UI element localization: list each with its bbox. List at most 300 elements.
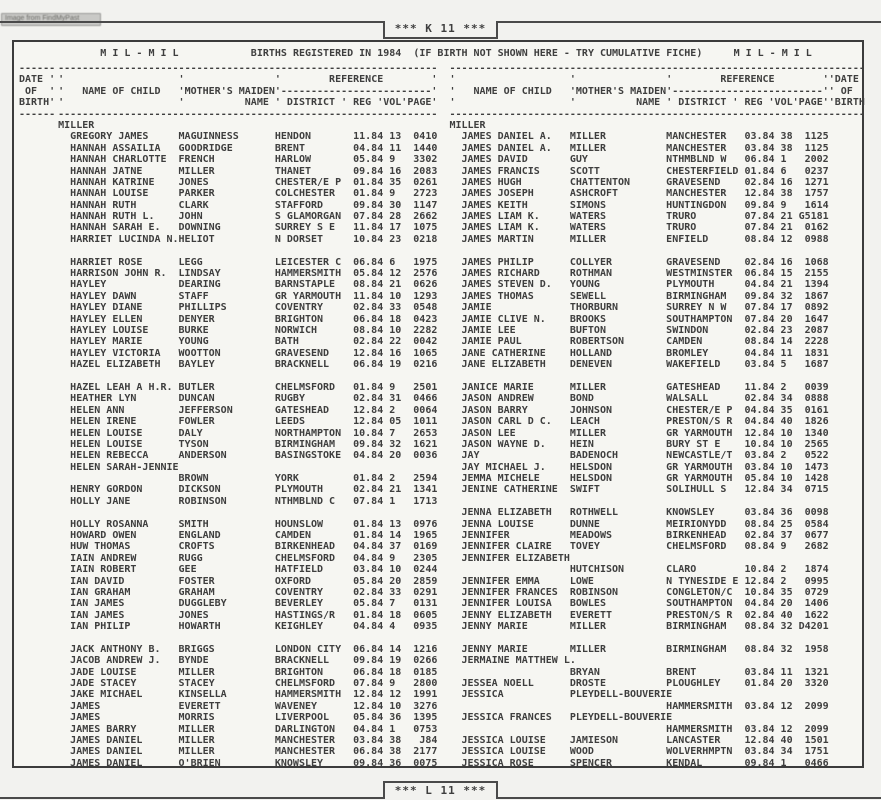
district-cell: LIVERPOOL (274, 712, 330, 724)
volume-cell: 40 (780, 416, 793, 428)
reg-date-cell: 12.84 (744, 484, 775, 496)
table-row (449, 484, 828, 495)
name-of-child-cell: JENNIFER EMMA (461, 575, 540, 587)
reg-date-cell: 10.84 (744, 564, 775, 576)
page-cell: 1614 (804, 199, 829, 211)
reg-date-cell: 06.84 (744, 268, 775, 280)
district-cell: CHELMSFORD (274, 678, 336, 690)
mothers-maiden-name-cell: WOOD (569, 746, 594, 758)
table-row (58, 678, 437, 689)
reg-date-cell: 08.84 (744, 518, 775, 530)
table-row (58, 689, 437, 700)
table-row (449, 405, 828, 416)
mothers-maiden-name-cell: CROFTS (178, 541, 215, 553)
name-of-child-cell: HAYLEY DAWN (70, 290, 137, 302)
reg-date-cell: 06.84 (353, 666, 384, 678)
table-row (449, 519, 828, 530)
block-gap (58, 245, 437, 256)
name-of-child-cell: IAN JAMES (70, 598, 125, 610)
date-of-birth-column-right (829, 63, 871, 120)
name-of-child-cell: JAMIE PAUL (461, 336, 522, 348)
mothers-maiden-name-cell: HOLLAND (569, 347, 612, 359)
dash-line: --------------------------------------------------------------- (58, 63, 438, 74)
reg-date-cell: 06.84 (353, 359, 384, 371)
district-cell: BIRKENHEAD (666, 530, 727, 542)
name-of-child-cell: JAMES LIAM K. (461, 211, 540, 223)
mothers-maiden-name-cell: MEADOWS (569, 530, 612, 542)
volume-cell: 14 (389, 530, 402, 542)
name-of-child-cell: JENNIFER ELIZABETH (461, 552, 570, 564)
mothers-maiden-name-cell: MILLER (178, 165, 215, 177)
name-of-child-cell: HOLLY ROSANNA (70, 518, 149, 530)
table-row (58, 336, 437, 347)
page-cell: 1687 (804, 359, 829, 371)
page-cell: 0729 (804, 586, 829, 598)
reg-date-cell: 01.84 (353, 530, 384, 542)
district-cell: BRENT (666, 666, 697, 678)
table-row (449, 746, 828, 757)
mothers-maiden-name-cell: TOVEY (569, 541, 600, 553)
district-cell: RUGBY (274, 393, 305, 405)
volume-cell: 2 (389, 404, 396, 416)
volume-cell: 12 (780, 700, 793, 712)
reg-date-cell: 09.84 (353, 655, 384, 667)
table-row (449, 257, 828, 268)
mothers-maiden-name-cell: SMITH (178, 518, 209, 530)
reg-date-cell: 10.84 (353, 233, 384, 245)
name-of-child-cell: JAMIE (461, 302, 492, 314)
reg-date-cell: 05.84 (744, 473, 775, 485)
reg-date-cell: 11.84 (353, 131, 384, 143)
mothers-maiden-name-cell: STAFF (178, 290, 209, 302)
page-cell: 0098 (804, 507, 829, 519)
mothers-maiden-name-cell: KINSELLA (178, 689, 227, 701)
page-cell: 2576 (413, 268, 438, 280)
page-cell: 1867 (804, 290, 829, 302)
mothers-maiden-name-cell (570, 701, 666, 712)
block-gap (449, 496, 828, 507)
name-of-child-cell: JASON CARL D C. (461, 416, 552, 428)
name-of-child-cell: IAIN ROBERT (70, 564, 137, 576)
table-row (58, 200, 437, 211)
name-of-child-cell: HANNAH JATNE (70, 165, 143, 177)
page-cell: 0291 (413, 586, 438, 598)
page-cell: 2501 (413, 381, 438, 393)
page-cell: 0064 (413, 404, 438, 416)
mothers-maiden-name-cell: BURKE (178, 324, 209, 336)
table-row (58, 291, 437, 302)
surname-label: MILLER (449, 119, 486, 131)
page-cell: 0075 (413, 757, 438, 769)
district-cell: HATFIELD (274, 564, 324, 576)
table-row (449, 188, 828, 199)
volume-cell: 11 (780, 666, 793, 678)
mothers-maiden-name-cell: MORRIS (178, 712, 215, 724)
page-cell: 0218 (413, 233, 438, 245)
mothers-maiden-name-cell: ROTHWELL (569, 507, 619, 519)
page-cell: 1271 (804, 176, 829, 188)
volume-cell: 10 (780, 438, 793, 450)
page-cell: 1622 (804, 609, 829, 621)
mothers-maiden-name-cell: CHATTENTON (569, 176, 631, 188)
district-cell: GATESHEAD (666, 381, 721, 393)
name-of-child-cell: HAYLEY ELLEN (70, 313, 143, 325)
name-of-child-cell: GREGORY JAMES (70, 131, 149, 143)
reg-date-cell: 08.84 (744, 336, 775, 348)
volume-cell: 23 (389, 233, 402, 245)
page-cell: 1440 (413, 142, 438, 154)
mothers-maiden-name-cell: MILLER (178, 666, 215, 678)
district-cell: PRESTON/S R (666, 416, 733, 428)
district-cell: BIRMINGHAM (666, 290, 727, 302)
district-cell: BRENT (274, 142, 305, 154)
reg-date-cell: 08.84 (744, 621, 775, 633)
reg-date-cell: 04.84 (744, 598, 775, 610)
reg-date-cell: 05.84 (353, 575, 384, 587)
header-row-names (449, 86, 828, 97)
district-cell: CLARO (666, 564, 697, 576)
reg-date-cell: 02.84 (744, 256, 775, 268)
page-cell: 0185 (413, 666, 438, 678)
page-cell: 0548 (413, 302, 438, 314)
range-label-left: M I L - M I L (100, 48, 179, 59)
volume-cell: 1 (780, 757, 787, 769)
frame-line (0, 797, 383, 799)
volume-cell: 10 (780, 473, 793, 485)
mothers-maiden-name-cell: HELSDON (569, 461, 612, 473)
page-cell: 1958 (804, 643, 829, 655)
mothers-maiden-name-cell: LINDSAY (178, 268, 221, 280)
page-header (16, 47, 860, 63)
reg-date-cell: 03.84 (744, 746, 775, 758)
reg-date-cell: 12.84 (744, 575, 775, 587)
page-cell: 2099 (804, 700, 829, 712)
page-cell: 1965 (413, 530, 438, 542)
mothers-maiden-name-cell: FOWLER (178, 416, 215, 428)
page-cell: 0584 (804, 518, 829, 530)
page-cell: 1395 (413, 712, 438, 724)
reg-date-cell: 06.84 (353, 313, 384, 325)
table-row (58, 587, 437, 598)
volume-cell: 40 (780, 735, 793, 747)
name-of-child-cell: HAZEL LEAH A H.R. (70, 381, 173, 393)
mothers-maiden-name-cell: BUTLER (178, 381, 215, 393)
reg-date-cell: 09.84 (744, 757, 775, 769)
volume-cell: 17 (780, 302, 793, 314)
page-cell: J84 (419, 735, 438, 747)
mothers-maiden-name-cell: LEGG (178, 256, 203, 268)
district-cell: PLOUGHLEY (666, 678, 721, 690)
mothers-maiden-name-cell: BAYLEY (178, 359, 215, 371)
table-row (58, 416, 437, 427)
name-of-child-cell: JAMES JOSEPH (461, 188, 534, 200)
table-row (58, 222, 437, 233)
table-row (449, 234, 828, 245)
mothers-maiden-name-cell: MILLER (569, 131, 606, 143)
volume-cell: 25 (780, 518, 793, 530)
page-cell: 2228 (804, 336, 829, 348)
district-cell: TRURO (666, 222, 697, 234)
name-of-child-cell: JESSICA (461, 689, 504, 701)
page-cell: 1751 (804, 746, 829, 758)
table-row (58, 667, 437, 678)
page-cell: 0888 (804, 393, 829, 405)
district-cell: DARLINGTON (274, 723, 336, 735)
table-row (449, 712, 828, 723)
name-of-child-cell: HANNAH CHARLOTTE (70, 154, 167, 166)
name-of-child-cell: HANNAH RUTH (70, 199, 137, 211)
mothers-maiden-name-cell: JONES (178, 176, 209, 188)
page-cell: 1125 (804, 131, 829, 143)
page-cell: 3276 (413, 700, 438, 712)
birth-header-text: BIRTH' (19, 97, 56, 109)
district-cell: N TYNESIDE E (666, 575, 739, 587)
district-cell: CAMDEN (666, 336, 703, 348)
name-of-child-cell: JENNIFER (461, 530, 510, 542)
table-row (449, 393, 828, 404)
mothers-maiden-name-cell: BROWN (178, 473, 209, 485)
page-cell: 1394 (804, 279, 829, 291)
district-cell: S GLAMORGAN (274, 211, 342, 223)
district-cell: BURY ST E (666, 438, 721, 450)
name-of-child-cell (449, 724, 569, 735)
page-cell: 2099 (804, 723, 829, 735)
table-row (58, 234, 437, 245)
reg-date-cell: 03.84 (744, 723, 775, 735)
district-cell: KEIGHLEY (274, 621, 324, 633)
page-cell: 1341 (413, 484, 438, 496)
district-cell: TRURO (666, 211, 697, 223)
mothers-maiden-name-cell: HUTCHISON (569, 564, 625, 576)
district-cell: MEIRIONYDD (666, 518, 727, 530)
reference-header: '-------------------------' (274, 85, 438, 97)
page-cell: 1428 (804, 473, 829, 485)
page-cell: 1621 (413, 438, 438, 450)
mothers-maiden-name-cell: ROTHMAN (569, 268, 612, 280)
mothers-maiden-name-cell: MILLER (178, 746, 215, 758)
block-gap (58, 371, 437, 382)
table-row (58, 154, 437, 165)
page-cell: 2083 (413, 165, 438, 177)
name-of-child-cell: IAN DAVID (70, 575, 125, 587)
mothers-maiden-name-cell: DUNNE (569, 518, 600, 530)
volume-cell: 16 (780, 256, 793, 268)
district-cell: WOLVERHMPTN (666, 746, 733, 758)
district-cell: BASINGSTOKE (274, 450, 342, 462)
volume-cell: 32 (780, 290, 793, 302)
reg-date-cell: 02.84 (353, 393, 384, 405)
volume-cell: 9 (389, 381, 396, 393)
name-of-child-cell: HAZEL ELIZABETH (70, 359, 161, 371)
table-row (449, 268, 828, 279)
table-row (449, 541, 828, 552)
page-cell: 0261 (413, 176, 438, 188)
district-cell: SURREY N W (666, 302, 727, 314)
volume-cell: 20 (780, 598, 793, 610)
table-row (58, 758, 437, 769)
volume-cell: 23 (780, 324, 793, 336)
volume-cell: 13 (389, 518, 402, 530)
header-separator (16, 63, 58, 74)
table-row (58, 314, 437, 325)
district-cell: GR YARMOUTH (666, 427, 733, 439)
volume-cell (389, 462, 407, 473)
district-cell: YORK (274, 473, 299, 485)
district-cell: KNOWSLEY (274, 757, 324, 769)
volume-cell: 18 (389, 666, 402, 678)
table-row (449, 758, 828, 769)
table-row (449, 439, 828, 450)
reg-date-cell: 07.84 (353, 678, 384, 690)
table-row (58, 564, 437, 575)
district-cell: BIRMINGHAM (666, 643, 727, 655)
table-row (58, 143, 437, 154)
reg-date-cell: 01.84 (353, 518, 384, 530)
page-cell: 2177 (413, 746, 438, 758)
name-of-child-cell: HEATHER LYN (70, 393, 137, 405)
page-cell: 0935 (413, 621, 438, 633)
table-row (449, 348, 828, 359)
district-cell: LEICESTER C (274, 256, 342, 268)
district-cell: LONDON CITY (274, 643, 342, 655)
page-cell: 3320 (804, 678, 829, 690)
table-row (449, 177, 828, 188)
table-row (449, 291, 828, 302)
table-row (58, 701, 437, 712)
mothers-maiden-name-cell: ROBERTSON (569, 336, 625, 348)
volume-cell: 11 (780, 347, 793, 359)
table-row (449, 530, 828, 541)
table-row (58, 359, 437, 370)
reg-date-cell: 04.84 (353, 723, 384, 735)
mothers-maiden-name-cell (570, 724, 666, 735)
table-row (58, 177, 437, 188)
name-of-child-cell: JESSICA LOUISE (461, 746, 546, 758)
volume-cell: 36 (780, 507, 793, 519)
mothers-maiden-name-cell: GRAHAM (178, 586, 215, 598)
district-cell: STAFFORD (274, 199, 324, 211)
mothers-maiden-name-cell: WOOTTON (178, 347, 221, 359)
header-row-names (58, 86, 437, 97)
name-of-child-cell (449, 564, 569, 575)
district-cell: NORTHAMPTON (274, 427, 342, 439)
mothers-maiden-name-cell: SWIFT (569, 484, 600, 496)
district-cell: GATESHEAD (274, 404, 330, 416)
name-of-child-cell: JAMES RICHARD (461, 268, 540, 280)
page-cell: 0715 (804, 484, 829, 496)
reg-date-cell: 03.84 (744, 450, 775, 462)
of-header (829, 86, 871, 97)
birth-header-text: 'BIRTH (828, 97, 865, 109)
name-of-child-cell: JENNIFER LOUISA (461, 598, 552, 610)
reg-date-cell: 07.84 (744, 222, 775, 234)
page-cell: 1068 (804, 256, 829, 268)
reference-header: '-------------------------' (666, 85, 829, 97)
table-row (449, 222, 828, 233)
district-cell: COLCHESTER (274, 188, 336, 200)
volume-cell: 2 (780, 564, 787, 576)
name-of-child-header: ' (58, 74, 65, 86)
reg-date-cell: 06.84 (744, 154, 775, 166)
name-of-child-cell: HOWARD OWEN (70, 530, 137, 542)
of-header (16, 86, 58, 97)
district-cell: CHELMSFORD (274, 552, 336, 564)
volume-cell: 9 (780, 199, 787, 211)
mothers-maiden-name-cell: MILLER (569, 142, 606, 154)
district-cell: CHELMSFORD (274, 381, 336, 393)
table-row (449, 154, 828, 165)
page-cell (799, 712, 829, 723)
mothers-maiden-name-cell: DENEVEN (569, 359, 612, 371)
mothers-maiden-name-cell: MILLER (569, 427, 606, 439)
district-cell: GR YARMOUTH (274, 290, 342, 302)
volume-cell: 6 (389, 256, 396, 268)
reg-date-cell (744, 655, 780, 666)
reg-date-cell: 12.84 (353, 347, 384, 359)
volume-cell: 19 (389, 655, 402, 667)
name-of-child-cell: JAMES PHILIP (461, 256, 534, 268)
name-of-child-cell: JENNY MARIE (461, 643, 528, 655)
page-cell: 2800 (413, 678, 438, 690)
name-of-child-cell: HAYLEY MARIE (70, 336, 143, 348)
page-cell: 0976 (413, 518, 438, 530)
reg-date-cell: 02.84 (353, 302, 384, 314)
reg-date-cell: 06.84 (353, 746, 384, 758)
table-row (58, 166, 437, 177)
mothers-maiden-name-cell: DENYER (178, 313, 215, 325)
reg-date-cell: 02.84 (744, 530, 775, 542)
name-of-child-cell: HELEN LOUISE (70, 438, 143, 450)
district-cell: BARNSTAPLE (274, 279, 336, 291)
of-header-text: ' OF (828, 85, 853, 97)
mothers-maiden-name-header: ' (178, 74, 185, 86)
district-cell: PLYMOUTH (274, 484, 324, 496)
block-gap (449, 371, 828, 382)
film-frame-bottom (0, 781, 881, 799)
reg-date-cell: 01.84 (353, 609, 384, 621)
district-cell: HAMMERSMITH (666, 723, 733, 735)
mothers-maiden-name-cell: ASHCROFT (569, 188, 619, 200)
mothers-maiden-name-cell: SPENCER (569, 757, 612, 769)
mothers-maiden-name-cell: MILLER (569, 643, 606, 655)
name-of-child-cell: JESSICA ROSE (461, 757, 534, 769)
reg-date-cell: 10.84 (353, 427, 384, 439)
district-cell: NORWICH (274, 324, 318, 336)
reg-date-cell: 01.84 (353, 473, 384, 485)
mothers-maiden-name-cell: RUGG (178, 552, 203, 564)
volume-cell: 16 (389, 165, 402, 177)
page-cell: 1075 (413, 222, 438, 234)
table-row (449, 473, 828, 484)
volume-cell: 18 (389, 609, 402, 621)
reg-date-cell: 08.84 (744, 541, 775, 553)
reg-date-cell: 02.84 (353, 586, 384, 598)
page-cell: 0626 (413, 279, 438, 291)
reg-date-cell: 03.84 (744, 142, 775, 154)
volume-cell: 36 (389, 712, 402, 724)
mothers-maiden-name-cell: EVERETT (178, 700, 221, 712)
table-row (58, 621, 437, 632)
name-of-child-cell: HANNAH ASSAILIA (70, 142, 161, 154)
volume-cell: 2 (389, 473, 396, 485)
name-of-child-cell: JAMES FRANCIS (461, 165, 540, 177)
name-of-child-cell: JENNIFER CLAIRE (461, 541, 552, 553)
district-cell: HAMMERSMITH (274, 689, 342, 701)
page-cell: 1216 (413, 643, 438, 655)
header-separator-text: ------ (19, 63, 56, 74)
mothers-maiden-name-cell: YOUNG (569, 279, 600, 291)
page-cell: 1011 (413, 416, 438, 428)
